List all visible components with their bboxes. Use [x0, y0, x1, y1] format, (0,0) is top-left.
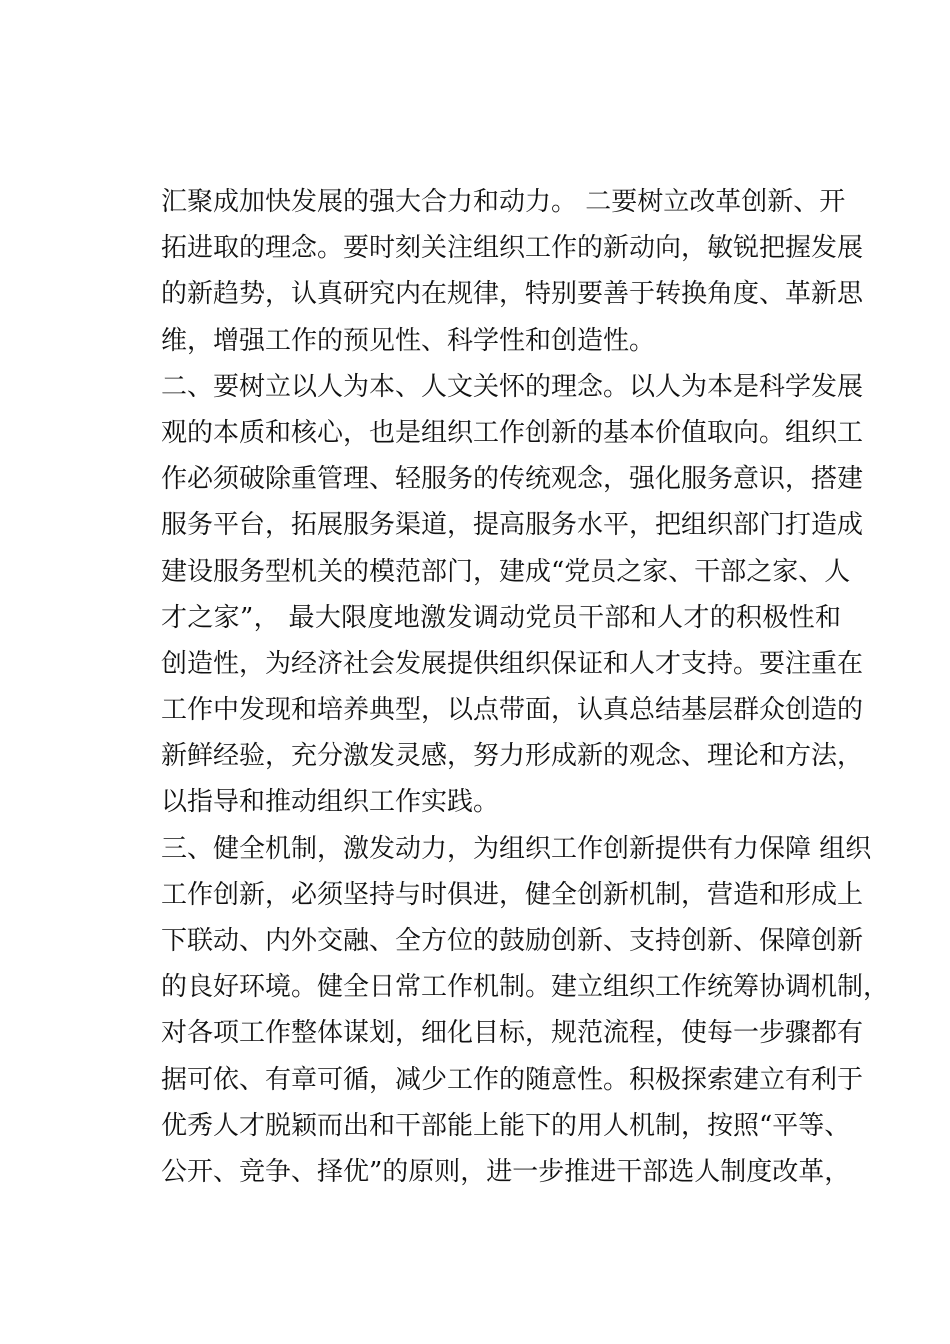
- text-line: 汇聚成加快发展的强大合力和动力。 二要树立改革创新、开: [161, 187, 846, 217]
- text-line: 公开、竞争、择优”的原则，进一步推进干部选人制度改革，: [161, 1156, 851, 1187]
- text-line: 服务平台，拓展服务渠道，提高服务水平，把组织部门打造成: [161, 510, 864, 541]
- text-line: 二、要树立以人为本、人文关怀的理念。以人为本是科学发展: [161, 371, 864, 402]
- text-line: 才之家”， 最大限度地激发调动党员干部和人才的积极性和: [161, 602, 841, 633]
- text-line: 以指导和推动组织工作实践。: [161, 787, 500, 818]
- text-line: 观的本质和核心，也是组织工作创新的基本价值取向。组织工: [161, 417, 864, 448]
- text-line: 优秀人才脱颖而出和干部能上能下的用人机制，按照“平等、: [161, 1110, 851, 1141]
- text-line: 作必须破除重管理、轻服务的传统观念，强化服务意识，搭建: [161, 464, 864, 495]
- text-line: 拓进取的理念。要时刻关注组织工作的新动向，敏锐把握发展: [161, 233, 864, 264]
- text-line: 维，增强工作的预见性、科学性和创造性。: [161, 325, 656, 356]
- text-line: 的良好环境。健全日常工作机制。建立组织工作统筹协调机制，: [161, 972, 890, 1003]
- text-line: 的新趋势，认真研究内在规律，特别要善于转换角度、革新思: [161, 279, 864, 310]
- text-line: 工作创新，必须坚持与时俱进，健全创新机制，营造和形成上: [161, 879, 864, 910]
- document-body: [161, 182, 890, 1198]
- text-line: 建设服务型机关的模范部门，建成“党员之家、干部之家、人: [161, 556, 851, 587]
- text-line: 对各项工作整体谋划，细化目标，规范流程，使每一步骤都有: [161, 1018, 864, 1049]
- text-line: 新鲜经验，充分激发灵感，努力形成新的观念、理论和方法，: [161, 741, 864, 772]
- text-line: 据可依、有章可循，减少工作的随意性。积极探索建立有利于: [161, 1064, 864, 1095]
- text-line: 创造性，为经济社会发展提供组织保证和人才支持。要注重在: [161, 648, 864, 679]
- text-line: 下联动、内外交融、全方位的鼓励创新、支持创新、保障创新: [161, 926, 864, 956]
- text-line: 工作中发现和培养典型，以点带面，认真总结基层群众创造的: [161, 695, 864, 726]
- text-line: 三、健全机制，激发动力，为组织工作创新提供有力保障 组织: [161, 833, 872, 864]
